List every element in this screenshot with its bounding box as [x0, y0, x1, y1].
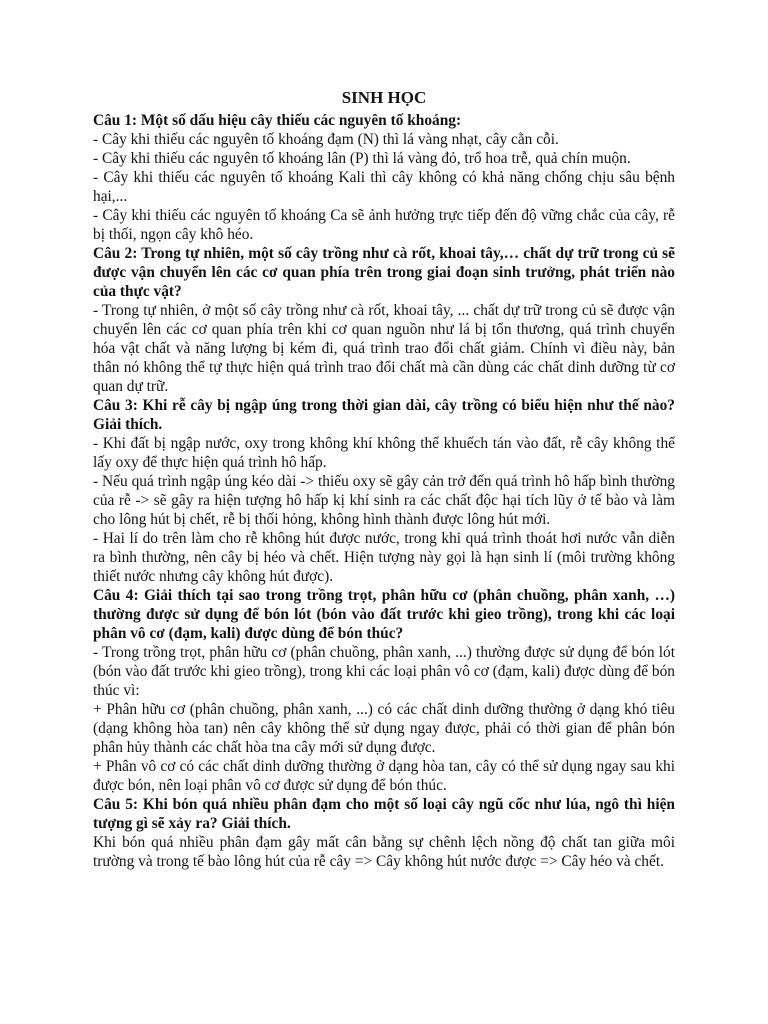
answer-paragraph: Khi bón quá nhiều phân đạm gây mất cân bằng sự chênh lệch nồng độ chất tan giữa môi trường và trong tế bào lông hút của rễ cây => Cây không hút nước được => Cây héo và chết.: [93, 834, 675, 870]
question-section-4: [93, 586, 675, 795]
question-heading: Câu 4: Giải thích tại sao trong trồng trọt, phân hữu cơ (phân chuồng, phân xanh, …) thường được sử dụng để bón lót (bón vào đất trước khi gieo trồng), trong khi các loại phân vô cơ (đạm, kali) được dùng để bón thúc?: [93, 587, 675, 642]
answer-paragraph: - Cây khi thiếu các nguyên tố khoáng Kali thì cây không có khả năng chống chịu sâu bệnh hại,...: [93, 169, 675, 205]
question-section-2: [93, 244, 675, 396]
question-heading: Câu 1: Một số dấu hiệu cây thiếu các nguyên tố khoáng:: [93, 112, 462, 129]
question-heading: Câu 2: Trong tự nhiên, một số cây trồng như cà rốt, khoai tây,… chất dự trữ trong củ sẽ được vận chuyển lên các cơ quan phía trên trong giai đoạn sinh trưởng, phát triển nào của thực vật?: [93, 245, 675, 300]
answer-paragraph: + Phân hữu cơ (phân chuồng, phân xanh, ...) có các chất dinh dưỡng thường ở dạng khó tiêu (dạng không hòa tan) nên cây không thể sử dụng ngay được, phải có thời gian để phân bón phân hủy thành các chất hòa tna cây mới sử dụng được.: [93, 701, 675, 756]
answer-paragraph: - Khi đất bị ngập nước, oxy trong không khí không thể khuếch tán vào đất, rễ cây không thể lấy oxy để thực hiện quá trình hô hấp.: [93, 435, 675, 471]
question-section-1: [93, 111, 675, 244]
question-section-3: [93, 396, 675, 586]
answer-paragraph: - Cây khi thiếu các nguyên tố khoáng đạm (N) thì lá vàng nhạt, cây cằn cỗi.: [93, 131, 559, 148]
answer-paragraph: - Nếu quá trình ngập úng kéo dài -> thiếu oxy sẽ gây cản trở đến quá trình hô hấp bình thường của rễ -> sẽ gây ra hiện tượng hô hấp kị khí sinh ra các chất độc hại tích lũy ở tế bào và làm cho lông hút bị chết, rễ bị thối hỏng, không hình thành được lông hút mới.: [93, 473, 675, 528]
question-heading: Câu 3: Khi rễ cây bị ngập úng trong thời gian dài, cây trồng có biểu hiện như thế nào? Giải thích.: [93, 397, 675, 433]
answer-paragraph: - Cây khi thiếu các nguyên tố khoáng Ca sẽ ảnh hưởng trực tiếp đến độ vững chắc của cây, rễ bị thối, ngọn cây khô héo.: [93, 207, 675, 243]
question-heading: Câu 5: Khi bón quá nhiều phân đạm cho một số loại cây ngũ cốc như lúa, ngô thì hiện tượng gì sẽ xảy ra? Giải thích.: [93, 796, 675, 832]
answer-paragraph: - Trong trồng trọt, phân hữu cơ (phân chuồng, phân xanh, ...) thường được sử dụng để bón lót (bón vào đất trước khi gieo trồng), trong khi các loại phân vô cơ (đạm, kali) được dùng để bón thúc vì:: [93, 644, 675, 699]
question-section-5: [93, 795, 675, 871]
answer-paragraph: - Hai lí do trên làm cho rễ không hút được nước, trong khi quá trình thoát hơi nước vẫn diễn ra bình thường, nên cây bị héo và chết. Hiện tượng này gọi là hạn sinh lí (môi trường không thiết nước nhưng cây không hút được).: [93, 530, 675, 585]
answer-paragraph: - Cây khi thiếu các nguyên tố khoáng lân (P) thì lá vàng đỏ, trổ hoa trễ, quả chín muộn.: [93, 150, 631, 167]
document-body: [93, 88, 675, 871]
answer-paragraph: + Phân vô cơ có các chất dinh dưỡng thường ở dạng hòa tan, cây có thể sử dụng ngay sau khi được bón, nên loại phân vô cơ được sử dụng để bón thúc.: [93, 758, 675, 794]
answer-paragraph: - Trong tự nhiên, ở một số cây trồng như cà rốt, khoai tây, ... chất dự trữ trong củ sẽ được vận chuyển lên các cơ quan phía trên khi cơ quan nguồn như lá bị tổn thương, quá trình chuyển hóa vật chất và năng lượng bị kém đi, quá trình trao đổi chất giảm. Chính vì điều này, bản thân nó không thể tự thực hiện quá trình trao đổi chất mà cần dùng các chất dinh dưỡng từ cơ quan dự trữ.: [93, 302, 675, 395]
page-title: SINH HỌC: [341, 88, 427, 107]
